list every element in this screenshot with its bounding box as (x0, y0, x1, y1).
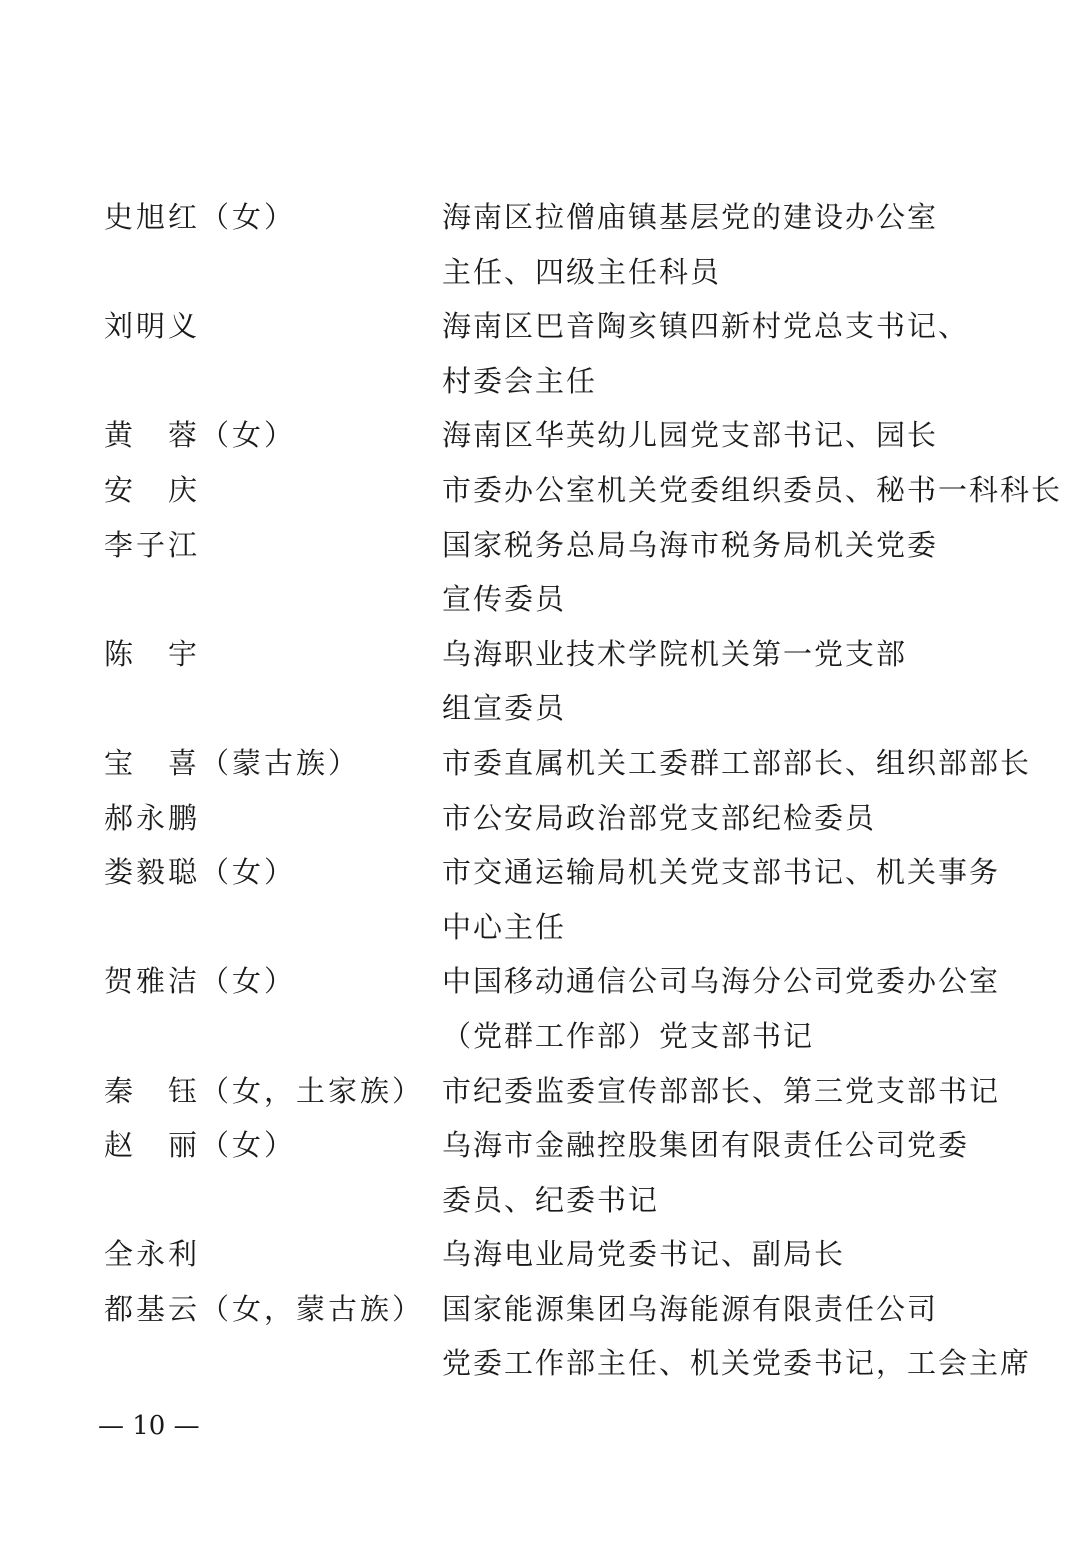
member-title (442, 463, 1063, 518)
member-entry (0, 627, 1080, 736)
member-entry (0, 299, 1080, 408)
member-entry (0, 1064, 1080, 1119)
member-title-line: 委员、纪委书记 (442, 1182, 660, 1217)
member-title (442, 518, 962, 627)
member-title (442, 954, 1001, 1063)
member-title-line: 宣传委员 (442, 582, 567, 617)
member-title-line: 村委会主任 (442, 363, 598, 398)
member-title (442, 1064, 1001, 1119)
member-title-line: 海南区拉僧庙镇基层党的建设办公室 (442, 200, 939, 234)
member-entry (0, 736, 1080, 791)
member-name: 黄 蓉（女） (104, 418, 297, 453)
member-title-line: 国家税务总局乌海市税务局机关党委 (442, 527, 939, 562)
member-title-line: 海南区巴音陶亥镇四新村党总支书记、 (442, 309, 970, 344)
member-title-line: 市交通运输局机关党支部书记、机关事务 (442, 855, 1001, 890)
member-title (442, 845, 1001, 954)
member-entry (0, 791, 1080, 846)
member-title (442, 190, 962, 299)
member-name: 宝 喜（蒙古族） (104, 745, 361, 780)
member-title-line: 主任、四级主任科员 (442, 254, 722, 289)
member-entry (0, 408, 1080, 463)
member-title (442, 1227, 962, 1282)
member-title-line: （党群工作部）党支部书记 (442, 1018, 815, 1053)
member-name: 秦 钰（女，土家族） (104, 1073, 425, 1108)
member-entry (0, 1282, 1080, 1391)
member-title-line: 市委直属机关工委群工部部长、组织部部长 (442, 745, 1032, 780)
member-entry (0, 954, 1080, 1063)
member-name: 都基云（女，蒙古族） (104, 1291, 425, 1326)
member-entry (0, 845, 1080, 954)
member-title-line: 乌海电业局党委书记、副局长 (442, 1237, 846, 1272)
member-entry (0, 463, 1080, 518)
page-number: — 10 — (98, 1411, 200, 1441)
member-title-line: 中心主任 (442, 909, 567, 944)
member-title-line: 乌海职业技术学院机关第一党支部 (442, 636, 908, 671)
member-entry (0, 1118, 1080, 1227)
member-name: 赵 丽（女） (104, 1128, 297, 1163)
member-name: 贺雅洁（女） (104, 964, 297, 999)
member-name: 郝永鹏 (104, 800, 201, 835)
member-title (442, 299, 970, 408)
member-entry (0, 190, 1080, 299)
member-title (442, 736, 1032, 791)
member-name: 史旭红（女） (104, 200, 297, 234)
member-name: 李子江 (104, 527, 201, 562)
member-title-line: 乌海市金融控股集团有限责任公司党委 (442, 1128, 970, 1163)
member-title (442, 627, 962, 736)
member-entry (0, 1227, 1080, 1282)
member-name: 全永利 (104, 1237, 201, 1272)
member-entry (0, 518, 1080, 627)
member-title-line: 组宣委员 (442, 691, 567, 726)
member-title (442, 1118, 970, 1227)
member-title (442, 791, 962, 846)
member-title-line: 党委工作部主任、机关党委书记，工会主席 (442, 1346, 1032, 1381)
member-list (0, 190, 1080, 1391)
member-title-line: 市纪委监委宣传部部长、第三党支部书记 (442, 1073, 1001, 1108)
member-name: 安 庆 (104, 472, 201, 507)
member-title-line: 海南区华英幼儿园党支部书记、园长 (442, 418, 939, 453)
member-title-line: 国家能源集团乌海能源有限责任公司 (442, 1291, 939, 1326)
member-title (442, 1282, 1032, 1391)
member-title-line: 市委办公室机关党委组织委员、秘书一科科长 (442, 472, 1063, 507)
member-name: 陈 宇 (104, 636, 201, 671)
member-title-line: 中国移动通信公司乌海分公司党委办公室 (442, 964, 1001, 999)
member-title-line: 市公安局政治部党支部纪检委员 (442, 800, 877, 835)
member-name: 刘明义 (104, 309, 201, 344)
member-name: 娄毅聪（女） (104, 855, 297, 890)
member-title (442, 408, 962, 463)
